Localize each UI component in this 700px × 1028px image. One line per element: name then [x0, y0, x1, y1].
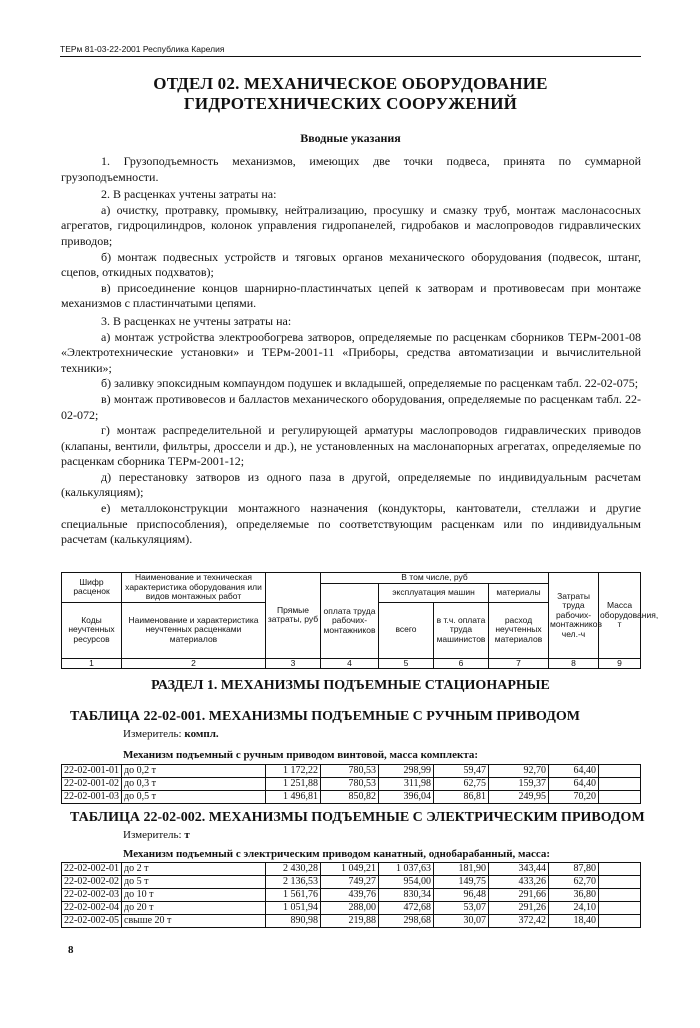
row-value	[599, 876, 641, 889]
row-code: 22-02-001-02	[62, 778, 122, 791]
paragraph: 2. В расценках учтены затраты на:	[101, 187, 277, 202]
header-codes-unaccounted: Коды неучтенных ресурсов	[62, 602, 122, 658]
header-direct-costs: Прямые затраты, руб	[266, 573, 321, 659]
table2-title: ТАБЛИЦА 22-02-002. МЕХАНИЗМЫ ПОДЪЕМНЫЕ С ЭЛЕКТРИЧЕСКИМ ПРИВОДОМ	[70, 810, 645, 825]
row-value: 62,70	[549, 876, 599, 889]
table-row	[62, 902, 641, 915]
header-materials: материалы	[489, 584, 549, 603]
row-value: 890,98	[266, 915, 321, 928]
table-header	[61, 572, 659, 669]
col-num: 5	[379, 658, 434, 669]
row-value: 830,34	[379, 889, 434, 902]
row-value: 1 496,81	[266, 791, 321, 804]
row-value: 96,48	[434, 889, 489, 902]
table-row	[62, 889, 641, 902]
header-in-total: В том числе, руб	[321, 573, 549, 584]
paragraph: а) очистку, протравку, промывку, нейтрализацию, просушку и смазку труб, монтаж маслонасосных агрегатов, гидроцилиндров, колонок управления гидропанелей, гидробаков и маслопроводов гидравлических приводов;	[61, 202, 641, 248]
row-name: до 0,5 т	[122, 791, 266, 804]
table1-title: ТАБЛИЦА 22-02-001. МЕХАНИЗМЫ ПОДЪЕМНЫЕ С РУЧНЫМ ПРИВОДОМ	[70, 709, 580, 724]
header-exploitation: эксплуатация машин	[379, 584, 489, 603]
row-value: 850,82	[321, 791, 379, 804]
paragraph: 1. Грузоподъемность механизмов, имеющих две точки подвеса, принята по суммарной грузоподъемности.	[61, 154, 641, 184]
row-value: 433,26	[489, 876, 549, 889]
table-row	[62, 765, 641, 778]
paragraph: в) монтаж противовесов и балластов механического оборудования, определяемые по расценкам табл. 22-02-072;	[61, 391, 641, 422]
paragraph: е) металлоконструкции монтажного назначения (кондукторы, кантователи, стеллажи и другие специальные приспособления), определяемые по соответствующим расценкам или по индивидуальным расчетам (калькуляциям).	[61, 501, 641, 547]
row-value: 1 049,21	[321, 863, 379, 876]
paragraph: в) присоединение концов шарнирно-пластинчатых цепей к затворам и противовесам при монтаже механизмов с пластинчатыми цепями.	[61, 280, 641, 311]
row-value: 62,75	[434, 778, 489, 791]
col-num: 6	[434, 658, 489, 669]
row-value: 1 251,88	[266, 778, 321, 791]
table1-measure	[123, 728, 219, 740]
row-value: 36,80	[549, 889, 599, 902]
row-value: 149,75	[434, 876, 489, 889]
row-value: 159,37	[489, 778, 549, 791]
row-value	[599, 915, 641, 928]
row-code: 22-02-002-04	[62, 902, 122, 915]
col-num: 9	[599, 658, 641, 669]
table1-rows	[61, 764, 641, 804]
measure-value: т	[184, 829, 190, 841]
col-num: 7	[489, 658, 549, 669]
table-row	[62, 778, 641, 791]
row-value: 472,68	[379, 902, 434, 915]
col-num: 1	[62, 658, 122, 669]
header-name: Наименование и техническая характеристика оборудования или видов монтажных работ	[122, 573, 266, 603]
row-value: 298,99	[379, 765, 434, 778]
row-name: свыше 20 т	[122, 915, 266, 928]
paragraph: д) перестановку затворов из одного паза в другой, определяемые по индивидуальным расчетам (калькуляциям);	[61, 469, 641, 500]
row-value: 87,80	[549, 863, 599, 876]
row-value	[599, 778, 641, 791]
row-value: 64,40	[549, 765, 599, 778]
table2-group: Механизм подъемный с электрическим приводом канатный, однобарабанный, масса:	[123, 848, 551, 860]
intro-heading: Вводные указания	[300, 131, 401, 145]
row-value: 1 172,22	[266, 765, 321, 778]
row-value: 749,27	[321, 876, 379, 889]
header-material-use: расход неучтенных материалов	[489, 602, 549, 658]
intro-text	[61, 154, 641, 548]
row-name: до 20 т	[122, 902, 266, 915]
row-value	[599, 765, 641, 778]
row-code: 22-02-001-01	[62, 765, 122, 778]
section-title-line2: ГИДРОТЕХНИЧЕСКИХ СООРУЖЕНИЙ	[183, 94, 518, 113]
row-value: 2 136,53	[266, 876, 321, 889]
row-value: 439,76	[321, 889, 379, 902]
paragraph: а) монтаж устройства электрообогрева затворов, определяемые по расценкам сборников ТЕРм-2001-08 «Электротехнические установки» и ТЕРм-2001-11 «Приборы, средства автоматизации и вычислительной техники»;	[61, 329, 641, 375]
row-value	[599, 791, 641, 804]
row-value: 18,40	[549, 915, 599, 928]
row-value: 343,44	[489, 863, 549, 876]
row-value	[599, 863, 641, 876]
header-wages: оплата труда рабочих-монтажников	[321, 584, 379, 659]
row-value: 291,26	[489, 902, 549, 915]
paragraph: б) заливку эпоксидным компаундом подушек и вкладышей, определяемые по расценкам табл. 22-02-075;	[101, 376, 639, 391]
row-value: 780,53	[321, 778, 379, 791]
measure-label: Измеритель:	[123, 829, 182, 841]
row-value: 372,42	[489, 915, 549, 928]
header-labour: Затраты труда рабочих-монтажников чел.-ч	[549, 573, 599, 659]
col-num: 4	[321, 658, 379, 669]
header-code: Шифр расценок	[62, 573, 122, 603]
row-value: 24,10	[549, 902, 599, 915]
paragraph: г) монтаж распределительной и регулирующей арматуры маслопроводов гидравлических приводов (клапаны, вентили, фильтры, дроссели и др.), не установленных на маслонапорных агрегатах, определяемые по расценкам сборника ТЕРм-2001-12;	[61, 423, 641, 469]
row-name: до 2 т	[122, 863, 266, 876]
row-value: 1 561,76	[266, 889, 321, 902]
row-code: 22-02-002-03	[62, 889, 122, 902]
table-row	[62, 876, 641, 889]
row-value: 2 430,28	[266, 863, 321, 876]
row-value: 1 051,94	[266, 902, 321, 915]
running-header: ТЕРм 81-03-22-2001 Республика Карелия	[60, 44, 641, 57]
table2-measure	[123, 829, 190, 841]
row-value: 780,53	[321, 765, 379, 778]
table-row	[62, 915, 641, 928]
row-value: 53,07	[434, 902, 489, 915]
measure-value: компл.	[184, 728, 219, 740]
header-mass: Масса оборудования, т	[599, 573, 641, 659]
table2-rows	[61, 862, 641, 928]
row-code: 22-02-002-02	[62, 876, 122, 889]
table-row	[62, 863, 641, 876]
row-value: 954,00	[379, 876, 434, 889]
row-value: 291,66	[489, 889, 549, 902]
row-value: 30,07	[434, 915, 489, 928]
col-num: 2	[122, 658, 266, 669]
row-code: 22-02-002-01	[62, 863, 122, 876]
row-value: 59,47	[434, 765, 489, 778]
header-unaccounted-materials: Наименование и характеристика неучтенных расценками материалов	[122, 602, 266, 658]
row-name: до 5 т	[122, 876, 266, 889]
header-machinist-wages: в т.ч. оплата труда машинистов	[434, 602, 489, 658]
row-name: до 0,2 т	[122, 765, 266, 778]
section1-title: РАЗДЕЛ 1. МЕХАНИЗМЫ ПОДЪЕМНЫЕ СТАЦИОНАРНЫЕ	[151, 678, 550, 693]
table1-group: Механизм подъемный с ручным приводом винтовой, масса комплекта:	[123, 749, 479, 761]
paragraph: 3. В расценках не учтены затраты на:	[101, 313, 292, 328]
page-number: 8	[68, 944, 74, 956]
row-name: до 10 т	[122, 889, 266, 902]
col-num: 8	[549, 658, 599, 669]
col-num: 3	[266, 658, 321, 669]
header-total: всего	[379, 602, 434, 658]
paragraph: б) монтаж подвесных устройств и тяговых органов механического оборудования (подвесок, штанг, сцепов, откидных подхватов);	[61, 249, 641, 280]
section-title-line1: ОТДЕЛ 02. МЕХАНИЧЕСКОЕ ОБОРУДОВАНИЕ	[153, 74, 548, 93]
row-value: 219,88	[321, 915, 379, 928]
row-value: 249,95	[489, 791, 549, 804]
row-value: 92,70	[489, 765, 549, 778]
row-value: 70,20	[549, 791, 599, 804]
row-value: 288,00	[321, 902, 379, 915]
row-name: до 0,3 т	[122, 778, 266, 791]
row-value: 1 037,63	[379, 863, 434, 876]
row-value: 64,40	[549, 778, 599, 791]
row-value	[599, 902, 641, 915]
table-row	[62, 791, 641, 804]
row-value: 181,90	[434, 863, 489, 876]
row-value	[599, 889, 641, 902]
row-value: 86,81	[434, 791, 489, 804]
row-code: 22-02-001-03	[62, 791, 122, 804]
measure-label: Измеритель:	[123, 728, 182, 740]
row-value: 396,04	[379, 791, 434, 804]
row-value: 298,68	[379, 915, 434, 928]
row-code: 22-02-002-05	[62, 915, 122, 928]
row-value: 311,98	[379, 778, 434, 791]
